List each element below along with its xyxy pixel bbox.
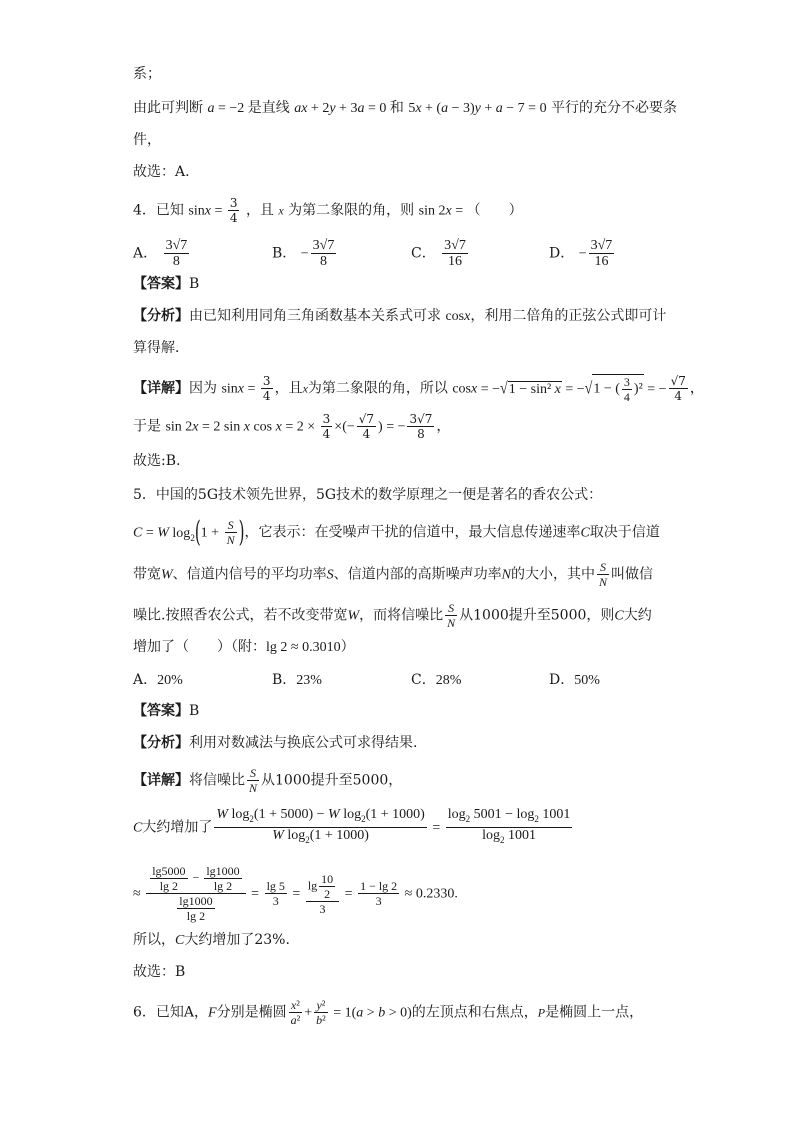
- text: 、信道内信号的平均功率: [172, 566, 327, 583]
- answer-4: [133, 274, 199, 294]
- text: 叫做信: [611, 566, 654, 583]
- text-line: [133, 338, 189, 358]
- option-b: [272, 670, 322, 691]
- text: 和: [389, 100, 404, 116]
- text-line: [133, 962, 185, 982]
- text: ）: [340, 639, 355, 655]
- text: 带宽: [133, 566, 161, 583]
- option-letter: B．: [272, 672, 297, 688]
- text: 是直线: [247, 100, 290, 116]
- text: 从1000提升至5000，则: [459, 607, 615, 624]
- text: 将信噪比: [189, 772, 245, 789]
- answer-5: [133, 701, 199, 721]
- answer-tag: 【答案】: [133, 703, 189, 719]
- text: 故选：B: [133, 964, 186, 980]
- text: 故选：A.: [133, 164, 190, 180]
- conclusion-5: 所以，C大约增加了23%.: [133, 932, 290, 948]
- question-5-line3: 带宽W、信道内信号的平均功率S、信道内部的高斯噪声功率N的大小，其中 $\frac{S}{N}$ 叫做信: [133, 560, 654, 589]
- answer-tag: 【答案】: [133, 276, 189, 292]
- text: 为第二象限的角，则: [288, 202, 415, 219]
- detail-5-line3: ≈ $\frac{\lg 5000}{\lg 2}$ − $\frac{\lg 1000}{\lg 2}$ $\frac{\lg 1000}{\lg 2}$ = $\frac{\lg 5}{3}$ = lg $\frac{10}{2}$ 3 = $\frac{1 - \lg 2}{3}$ ≈ 0.2330.: [133, 864, 458, 923]
- text-line: [133, 162, 190, 182]
- answer-value: B: [189, 276, 200, 292]
- question-5: [133, 485, 602, 505]
- text: 件，: [133, 132, 161, 148]
- option-d: [549, 670, 600, 691]
- text: 的大小，其中: [511, 566, 596, 583]
- sign: −: [578, 246, 587, 262]
- option-letter: D．: [549, 245, 575, 262]
- option-b: B． − $\frac{3√7}{8}$: [272, 238, 335, 269]
- detail-4: 【详解】因为 sinx = $\frac{3}{4}$ ，且x为第二象限的角，所以 cosx = −√1 − sin² x = −√1 − ( $\frac{3}{4}$ )² = − $\frac{√7}{4}$ ，: [133, 374, 704, 404]
- text: ，: [436, 418, 451, 435]
- text: 算得解．: [133, 340, 189, 356]
- text: ，利用二倍角的正弦公式即可计: [470, 308, 667, 324]
- question-5-line2: C = W $\log_2(1$ + $\frac{S}{N}$ )，它表示：在受噪声干扰的信道中，最大信息传递速率C取决于信道: [133, 514, 660, 549]
- text: 所以，: [133, 932, 175, 948]
- text: 大约: [623, 607, 652, 624]
- text: 取决于信道: [589, 524, 660, 541]
- text: ，且: [245, 202, 274, 219]
- detail-4-cont: 于是 sin 2x = 2 sin x cos x = 2 × $\frac{3}{4}$ ×(− $\frac{√7}{4}$ ) = − $\frac{3√7}{8}$ ，: [133, 412, 451, 441]
- option-a: A． $\frac{3√7}{8}$: [133, 238, 188, 269]
- option-letter: C．: [411, 672, 436, 688]
- text: 系；: [133, 66, 161, 82]
- text: 利用对数减法与换底公式可求得结果.: [189, 735, 418, 751]
- text: ，它表示：在受噪声干扰的信道中，最大信息传递速率: [244, 524, 581, 541]
- text: 故选:B.: [133, 453, 181, 469]
- question-5-line4: 噪比.按照香农公式，若不改变带宽W，而将信噪比 $\frac{S}{N}$ 从1000提升至5000，则C大约: [133, 601, 652, 630]
- text: 增加了（ ）（附：: [133, 639, 266, 655]
- text: ，且: [274, 380, 303, 397]
- detail-5-line2: C大约增加了 $\frac{W \log_2(1 + 5000) - W \log_2(1 + 1000)}{W \log_2(1 + 1000)}$ = $\frac{\log_2 5001 - \log_2 1001}{\log_2 1001}$: [133, 807, 571, 845]
- analysis-tag: 【分析】: [133, 735, 189, 751]
- text: ，而将信噪比: [359, 607, 444, 624]
- text: 5．中国的5G技术领先世界，5G技术的数学原理之一便是著名的香农公式：: [133, 487, 603, 503]
- option-letter: B．: [272, 245, 297, 262]
- text: 由已知利用同角三角函数基本关系式可求: [189, 308, 441, 324]
- analysis-tag: 【分析】: [133, 308, 189, 324]
- text: 分别是椭圆: [216, 1004, 287, 1021]
- option-value: 50%: [574, 673, 600, 688]
- detail-5: 【详解】将信噪比 $\frac{S}{N}$ 从1000提升至5000，: [133, 766, 403, 795]
- text-line: 由此可判断 a = −2 是直线 ax + 2y + 3a = 0 和 5x + (a − 3)y + a − 7 = 0 平行的充分不必要条: [133, 100, 678, 116]
- text: 从1000提升至5000，: [261, 772, 403, 789]
- text: （ ）: [466, 202, 523, 219]
- question-6: 6．已知A，F分别是椭圆 $\frac{\text{x²}}{\text{a²}}$ + $\frac{\text{y²}}{\text{b²}}$ = 1(a > b > 0)的左顶点和右焦点，P是椭圆上一点，: [133, 998, 644, 1027]
- detail-tag: 【详解】: [133, 380, 189, 397]
- text: 为第二象限的角，所以: [307, 380, 448, 397]
- detail-tag: 【详解】: [133, 772, 189, 789]
- text: 的左顶点和右焦点，: [411, 1004, 538, 1021]
- option-value: 23%: [296, 673, 322, 688]
- analysis-5: [133, 733, 417, 753]
- text-line: [133, 64, 161, 84]
- text: 6．已知A，: [133, 1004, 209, 1021]
- text: 于是: [133, 418, 161, 435]
- option-letter: A．: [133, 245, 158, 262]
- question-4: 4．已知 sinx = $\frac{3}{4}$ ，且 x 为第二象限的角，则 sin 2x = （ ）: [133, 196, 523, 225]
- text-line: [133, 130, 161, 150]
- analysis-4: 【分析】由已知利用同角三角函数基本关系式可求 cosx，利用二倍角的正弦公式即可计: [133, 308, 667, 324]
- text: 平行的充分不必要条: [551, 100, 678, 116]
- option-value: 20%: [157, 673, 183, 688]
- option-letter: D．: [549, 672, 575, 688]
- option-c: [411, 670, 461, 691]
- sign: −: [300, 246, 309, 262]
- question-5-line5: 增加了（ ）（附：lg 2 ≈ 0.3010）: [133, 639, 355, 655]
- option-d: D． − $\frac{3√7}{16}$: [549, 238, 613, 269]
- text-line: [133, 451, 180, 471]
- text: 是椭圆上一点，: [545, 1004, 644, 1021]
- text: 大约增加了23%.: [184, 932, 290, 948]
- option-letter: A．: [133, 672, 158, 688]
- text: 噪比.按照香农公式，若不改变带宽: [133, 607, 348, 624]
- option-c: C． $\frac{3√7}{16}$: [411, 238, 466, 269]
- option-a: [133, 670, 183, 691]
- answer-value: B: [189, 703, 200, 719]
- text: 大约增加了: [142, 819, 213, 836]
- text: 4．已知: [133, 202, 184, 219]
- text: 由此可判断: [133, 100, 203, 116]
- text: 因为: [189, 380, 217, 397]
- text: 、信道内部的高斯噪声功率: [333, 566, 502, 583]
- option-value: 28%: [435, 673, 462, 688]
- option-letter: C．: [411, 245, 436, 262]
